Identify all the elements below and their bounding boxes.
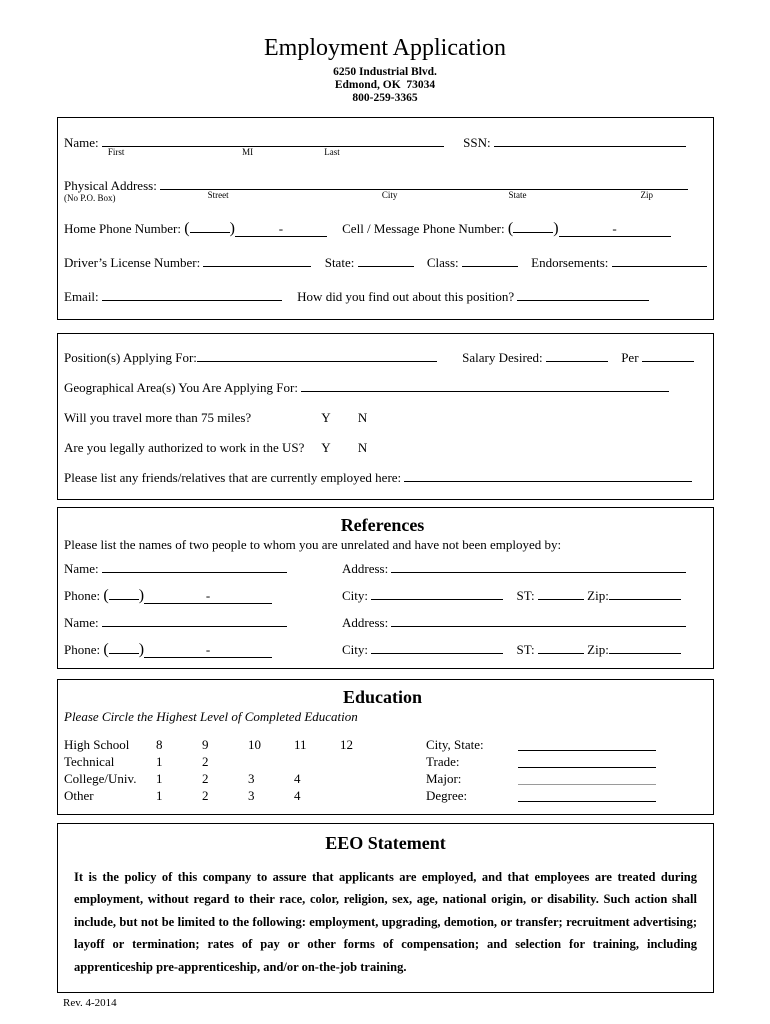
address-street-sublabel: Street [207,190,229,200]
ref2-address-field[interactable] [391,614,686,627]
friends-relatives-field[interactable] [404,469,692,482]
name-last-sublabel: Last [324,147,340,157]
ref1-phone-number-field[interactable]: - [144,588,272,604]
education-option[interactable]: 3 [248,788,255,803]
license-class-field[interactable] [462,254,518,267]
eeo-section [57,823,714,993]
salary-desired-field[interactable] [546,349,608,362]
endorsements-field[interactable] [612,254,707,267]
email-label: Email: [64,289,99,304]
eeo-statement-text: It is the policy of this company to assure that applicants are employed, and that employees are treated during employment, without regard to their race, color, religion, sex, age, national origin, or disability. Such action shall include, but not be limited to the following: employment, upgrading, demotion, or transfer; recruitment advertising; layoff or termination; rates of pay or other forms of compensation; and selection for training, including apprenticeship pre-apprenticeship, and/or on-the-job training. [74,870,697,974]
ref2-phone-number-field[interactable]: - [144,642,272,658]
education-option[interactable]: 1 [156,754,163,769]
name-label: Name: [64,135,99,150]
cell-phone-paren-open: ( [507,220,514,237]
address-city-sublabel: City [381,190,398,200]
travel-yes-option[interactable]: Y [321,410,331,425]
education-right-label: City, State: [426,737,484,752]
ref2-zip-label: Zip: [587,642,609,657]
reference-1-phone-row [64,587,701,604]
education-city-state-field[interactable] [518,736,656,751]
per-label: Per [621,350,639,365]
education-option[interactable]: 1 [156,771,163,786]
education-major-field[interactable] [518,770,656,785]
ref1-zip-label: Zip: [587,588,609,603]
ref2-phone-paren-open: ( [103,641,109,658]
education-option[interactable]: 8 [156,737,163,752]
address-phone: 800-259-3365 [352,92,418,104]
home-phone-area-field[interactable] [190,220,230,233]
education-section [57,679,714,815]
ref1-name-field[interactable] [102,560,287,573]
endorsements-label: Endorsements: [531,255,609,270]
personal-info-section [57,117,714,320]
address-state-sublabel: State [508,190,527,200]
cell-phone-label: Cell / Message Phone Number: [342,221,505,236]
education-level-label: College/Univ. [64,771,137,786]
ref1-city-label: City: [342,588,369,603]
ref2-phone-paren-close: ) [138,641,145,658]
ref1-st-label: ST: [516,588,535,603]
home-phone-label: Home Phone Number: [64,221,181,236]
ref1-phone-label: Phone: [64,588,101,603]
reference-2-phone-row [64,641,701,658]
education-option[interactable]: 10 [248,737,261,752]
home-phone-paren-open: ( [184,220,190,237]
education-level-label: Technical [64,754,115,769]
drivers-license-label: Driver’s License Number: [64,255,201,270]
physical-address-label-text: Physical Address: [64,178,157,193]
name-first-sublabel: First [107,147,125,157]
physical-address-field[interactable] [160,177,688,200]
education-option[interactable]: 2 [202,771,209,786]
ref1-address-field[interactable] [391,560,686,573]
cell-phone-paren-close: ) [553,220,559,237]
authorized-question: Are you legally authorized to work in the US? [64,440,305,455]
name-field[interactable] [102,134,444,157]
education-trade-field[interactable] [518,753,656,768]
page-title: Employment Application [264,35,506,61]
education-option[interactable]: 2 [202,788,209,803]
ref2-name-field[interactable] [102,614,287,627]
education-option[interactable]: 3 [248,771,255,786]
ref2-phone-area-field[interactable] [109,641,139,654]
company-address [0,66,770,105]
friends-relatives-label: Please list any friends/relatives that are currently employed here: [64,470,402,485]
travel-no-option[interactable]: N [357,410,368,425]
authorized-no-option[interactable]: N [357,440,368,455]
education-level-label: Other [64,788,94,803]
education-option[interactable]: 9 [202,737,209,752]
license-state-field[interactable] [358,254,414,267]
revision-note: Rev. 4-2014 [63,997,117,1010]
ref2-zip-field[interactable] [609,641,681,654]
ref2-city-label: City: [342,642,369,657]
address-zip-sublabel: Zip [640,190,654,200]
form-header [0,0,770,105]
education-right-label: Trade: [426,754,460,769]
how-found-label: How did you find out about this position? [297,289,515,304]
geographic-area-label: Geographical Area(s) You Are Applying For: [64,380,298,395]
references-instructions: Please list the names of two people to whom you are unrelated and have not been employed by: [64,537,562,552]
home-phone-number-field[interactable]: - [235,221,327,237]
ref2-name-label: Name: [64,615,99,630]
ref1-name-label: Name: [64,561,99,576]
ref1-address-label: Address: [342,561,389,576]
references-section [57,507,714,669]
drivers-license-field[interactable] [203,254,311,267]
education-option[interactable]: 4 [294,771,301,786]
education-right-label: Degree: [426,788,468,803]
education-option[interactable]: 4 [294,788,301,803]
education-option[interactable]: 2 [202,754,209,769]
ref1-phone-paren-open: ( [103,587,109,604]
name-mi-sublabel: MI [242,147,254,157]
ref2-phone-label: Phone: [64,642,101,657]
reference-2-name-row [64,614,701,631]
education-option[interactable]: 1 [156,788,163,803]
ref1-phone-area-field[interactable] [109,587,139,600]
ref1-st-field[interactable] [538,587,584,600]
authorized-yes-option[interactable]: Y [321,440,331,455]
ref2-city-field[interactable] [371,641,503,654]
travel-question: Will you travel more than 75 miles? [64,410,252,425]
salary-per-field[interactable] [642,349,694,362]
education-degree-field[interactable] [518,787,656,802]
email-field[interactable] [102,288,282,301]
cell-phone-number-field[interactable]: - [559,221,671,237]
no-po-box-note: (No P.O. Box) [64,193,116,203]
home-phone-paren-close: ) [229,220,235,237]
physical-address-label [64,177,157,203]
education-option[interactable]: 12 [340,737,353,752]
education-instructions: Please Circle the Highest Level of Completed Education [64,709,358,724]
ssn-label: SSN: [463,135,491,150]
ref1-city-field[interactable] [371,587,503,600]
geographic-area-field[interactable] [301,379,669,392]
education-option[interactable]: 11 [294,737,307,752]
ssn-field[interactable] [494,134,686,147]
eeo-title: EEO Statement [325,833,446,853]
license-class-label: Class: [426,255,459,270]
positions-applying-field[interactable] [197,349,437,362]
salary-desired-label: Salary Desired: [462,350,543,365]
education-right-label: Major: [426,771,462,786]
education-grid [64,736,701,804]
address-city-state: Edmond, OK 73034 [334,79,436,91]
cell-phone-area-field[interactable] [513,220,553,233]
ref2-st-label: ST: [516,642,535,657]
ref1-zip-field[interactable] [609,587,681,600]
ref2-address-label: Address: [342,615,389,630]
how-found-field[interactable] [517,288,649,301]
position-section [57,333,714,500]
education-level-label: High School [64,737,130,752]
ref1-phone-paren-close: ) [138,587,145,604]
positions-applying-label: Position(s) Applying For: [64,350,197,365]
license-state-label: State: [324,255,355,270]
ref2-st-field[interactable] [538,641,584,654]
education-title: Education [342,687,423,707]
references-title: References [340,515,425,535]
address-street: 6250 Industrial Blvd. [333,66,437,78]
reference-1-name-row [64,560,701,577]
